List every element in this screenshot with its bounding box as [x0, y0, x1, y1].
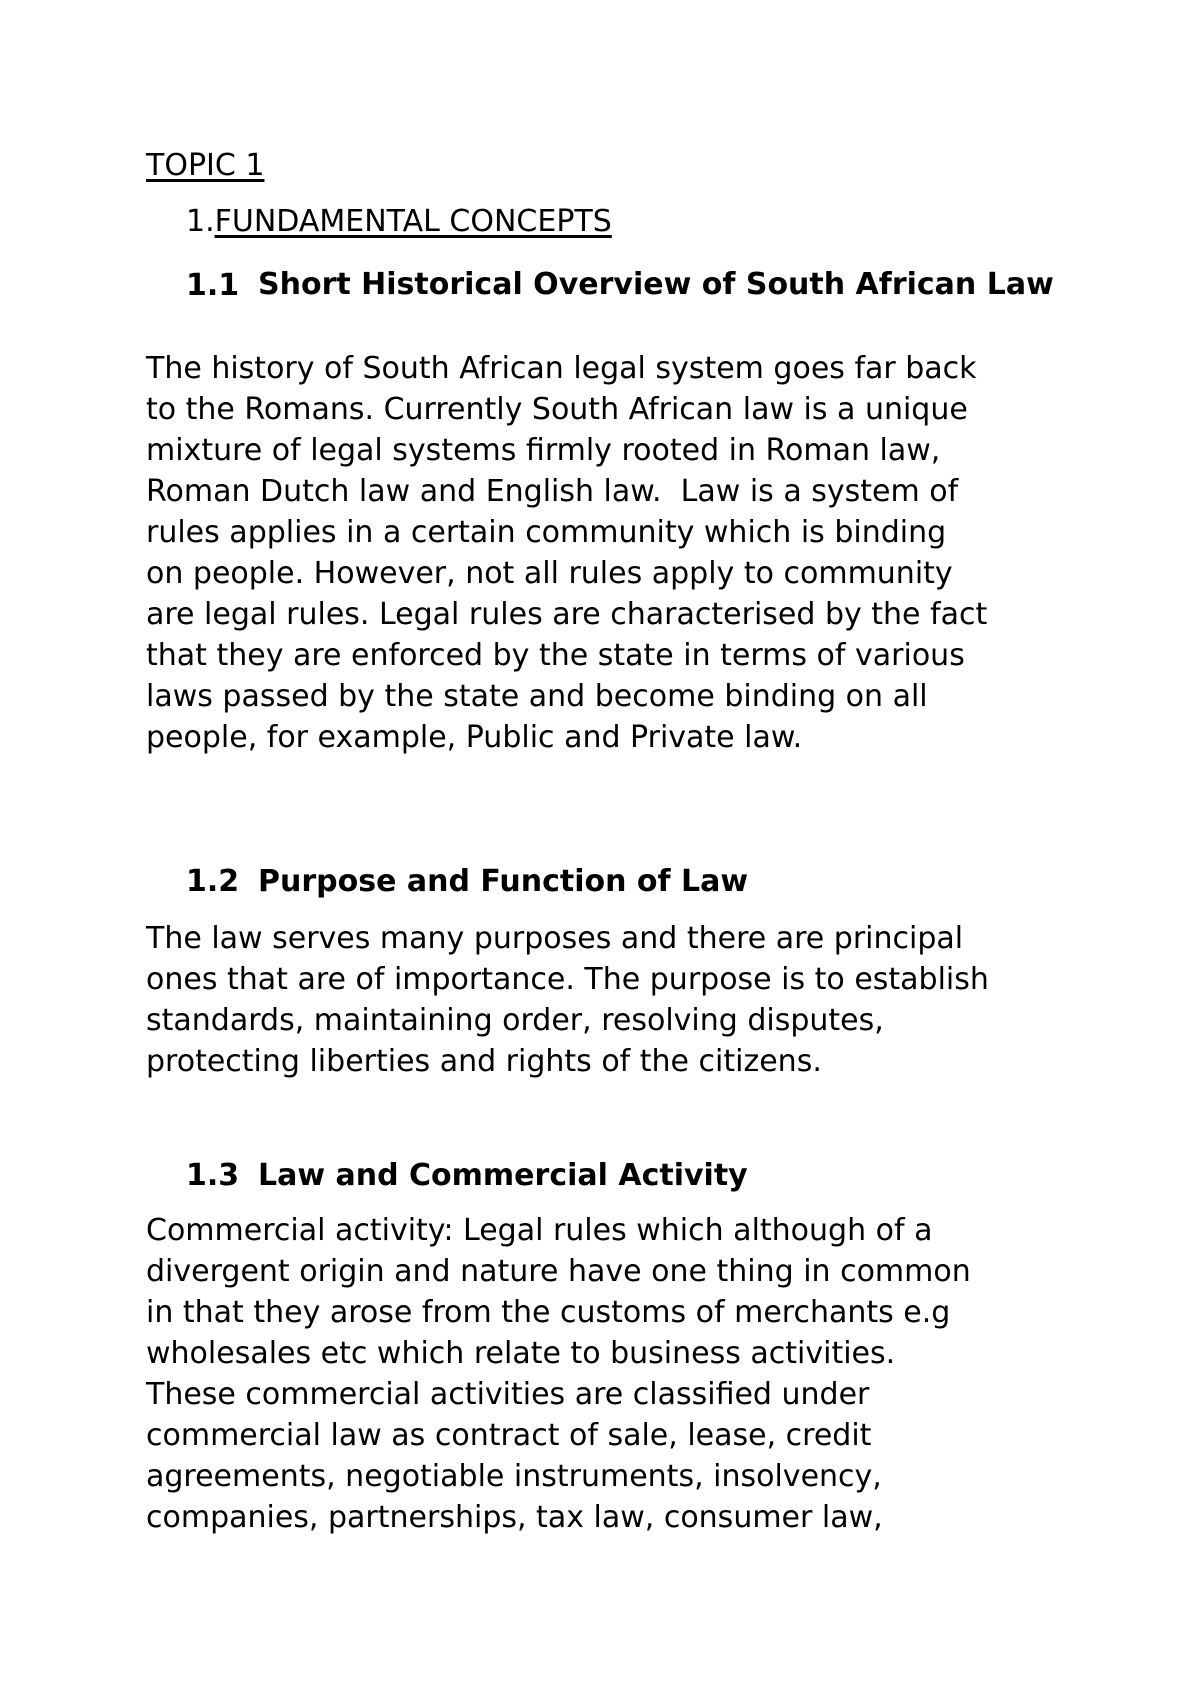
paragraph-line: ones that are of importance. The purpose is to establish — [146, 962, 989, 997]
section-number: 1.1 — [186, 268, 240, 303]
section-paragraph-1-1 — [146, 348, 1076, 758]
paragraph-line: mixture of legal systems firmly rooted in Roman law, — [146, 433, 941, 468]
paragraph-line: Commercial activity: Legal rules which although of a — [146, 1213, 933, 1248]
paragraph-line: laws passed by the state and become binding on all — [146, 679, 928, 714]
section-paragraph-1-3 — [146, 1210, 1076, 1538]
section-title: Law and Commercial Activity — [258, 1158, 748, 1193]
section-number: 1.2 — [186, 864, 240, 899]
main-heading — [186, 202, 612, 242]
paragraph-line: The law serves many purposes and there are principal — [146, 921, 964, 956]
paragraph-line: The history of South African legal system goes far back — [146, 351, 977, 386]
topic-label: TOPIC 1 — [146, 148, 265, 183]
section-heading-1-3 — [186, 1156, 1066, 1196]
paragraph-line: companies, partnerships, tax law, consumer law, — [146, 1500, 883, 1535]
paragraph-line: on people. However, not all rules apply to community — [146, 556, 953, 591]
paragraph-line: people, for example, Public and Private law. — [146, 720, 803, 755]
paragraph-line: to the Romans. Currently South African law is a unique — [146, 392, 968, 427]
paragraph-line: that they are enforced by the state in terms of various — [146, 638, 965, 673]
paragraph-line: Roman Dutch law and English law. Law is a system of — [146, 474, 959, 509]
section-title: Short Historical Overview of South African Law — [258, 267, 1054, 302]
paragraph-line: agreements, negotiable instruments, insolvency, — [146, 1459, 882, 1494]
paragraph-line: rules applies in a certain community which is binding — [146, 515, 947, 550]
paragraph-line: protecting liberties and rights of the citizens. — [146, 1044, 822, 1079]
paragraph-line: are legal rules. Legal rules are characterised by the fact — [146, 597, 988, 632]
paragraph-line: wholesales etc which relate to business activities. — [146, 1336, 896, 1371]
section-title: Purpose and Function of Law — [258, 864, 749, 899]
main-heading-number: 1. — [186, 204, 215, 239]
section-heading-1-1 — [186, 266, 1066, 306]
paragraph-line: divergent origin and nature have one thing in common — [146, 1254, 971, 1289]
paragraph-line: These commercial activities are classified under — [146, 1377, 870, 1412]
section-paragraph-1-2 — [146, 918, 1076, 1082]
paragraph-line: commercial law as contract of sale, lease, credit — [146, 1418, 872, 1453]
section-number: 1.3 — [186, 1158, 240, 1193]
paragraph-line: in that they arose from the customs of merchants e.g — [146, 1295, 951, 1330]
paragraph-line: standards, maintaining order, resolving disputes, — [146, 1003, 884, 1038]
main-heading-title: FUNDAMENTAL CONCEPTS — [214, 204, 612, 239]
section-heading-1-2 — [186, 862, 1066, 902]
